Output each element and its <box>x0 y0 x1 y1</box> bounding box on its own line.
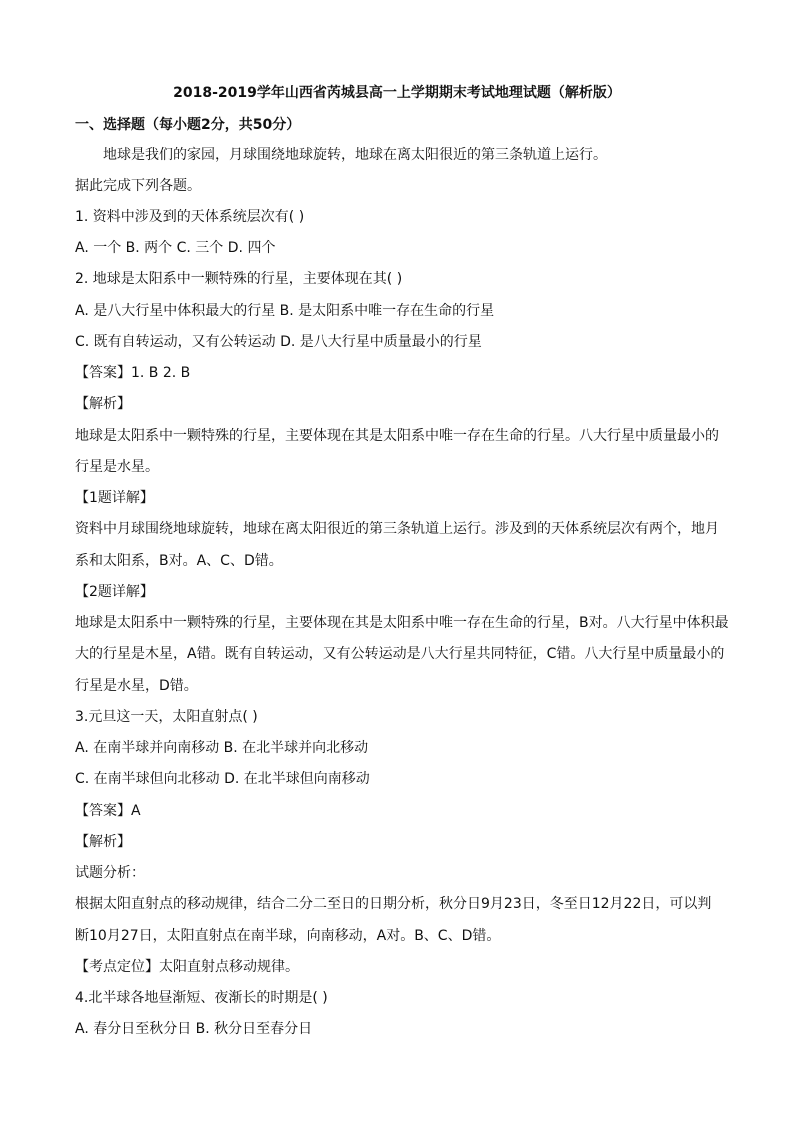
document-title: 2018-2019学年山西省芮城县高一上学期期末考试地理试题（解析版） <box>173 85 621 101</box>
detail-2-label: 【2题详解】 <box>75 584 154 600</box>
instruction-text: 据此完成下列各题。 <box>75 178 201 194</box>
question-4-options: A. 春分日至秋分日 B. 秋分日至春分日 <box>75 1021 313 1037</box>
analysis-text: 行星是水星。 <box>75 459 159 475</box>
intro-text: 地球是我们的家园，月球围绕地球旋转，地球在离太阳很近的第三条轨道上运行。 <box>103 147 607 163</box>
detail-2-text: 地球是太阳系中一颗特殊的行星，主要体现在其是太阳系中唯一存在生命的行星，B对。八大行星中体积最 <box>75 615 729 631</box>
analysis-text: 根据太阳直射点的移动规律，结合二分二至日的日期分析，秋分日9月23日，冬至日12月22日，可以判 <box>75 896 712 912</box>
analysis-text: 地球是太阳系中一颗特殊的行星，主要体现在其是太阳系中唯一存在生命的行星。八大行星中质量最小的 <box>75 428 719 444</box>
question-2: 2. 地球是太阳系中一颗特殊的行星，主要体现在其( ) <box>75 271 403 287</box>
analysis-text: 断10月27日，太阳直射点在南半球，向南移动，A对。B、C、D错。 <box>75 928 501 944</box>
analysis-heading: 试题分析： <box>75 865 145 881</box>
question-4: 4.北半球各地昼渐短、夜渐长的时期是( ) <box>75 990 328 1006</box>
question-1-options: A. 一个 B. 两个 C. 三个 D. 四个 <box>75 240 276 256</box>
question-3-options-cd: C. 在南半球但向北移动 D. 在北半球但向南移动 <box>75 771 370 787</box>
detail-2-text: 行星是水星，D错。 <box>75 678 198 694</box>
detail-2-text: 大的行星是木星，A错。既有自转运动，又有公转运动是八大行星共同特征，C错。八大行星中质量最小的 <box>75 646 725 662</box>
analysis-label: 【解析】 <box>75 834 131 850</box>
question-1: 1. 资料中涉及到的天体系统层次有( ) <box>75 209 305 225</box>
question-3: 3.元旦这一天，太阳直射点( ) <box>75 709 258 725</box>
question-2-options-ab: A. 是八大行星中体积最大的行星 B. 是太阳系中唯一存在生命的行星 <box>75 303 495 319</box>
exam-point: 【考点定位】太阳直射点移动规律。 <box>75 959 299 975</box>
detail-1-text: 系和太阳系，B对。A、C、D错。 <box>75 553 283 569</box>
question-2-options-cd: C. 既有自转运动，又有公转运动 D. 是八大行星中质量最小的行星 <box>75 334 482 350</box>
section-heading: 一、选择题（每小题2分，共50分） <box>75 117 301 133</box>
answer-1-2: 【答案】1. B 2. B <box>75 365 191 381</box>
detail-1-text: 资料中月球围绕地球旋转，地球在离太阳很近的第三条轨道上运行。涉及到的天体系统层次有两个，地月 <box>75 521 719 537</box>
question-3-options-ab: A. 在南半球并向南移动 B. 在北半球并向北移动 <box>75 740 369 756</box>
answer-3: 【答案】A <box>75 803 141 819</box>
detail-1-label: 【1题详解】 <box>75 490 154 506</box>
analysis-label: 【解析】 <box>75 396 131 412</box>
